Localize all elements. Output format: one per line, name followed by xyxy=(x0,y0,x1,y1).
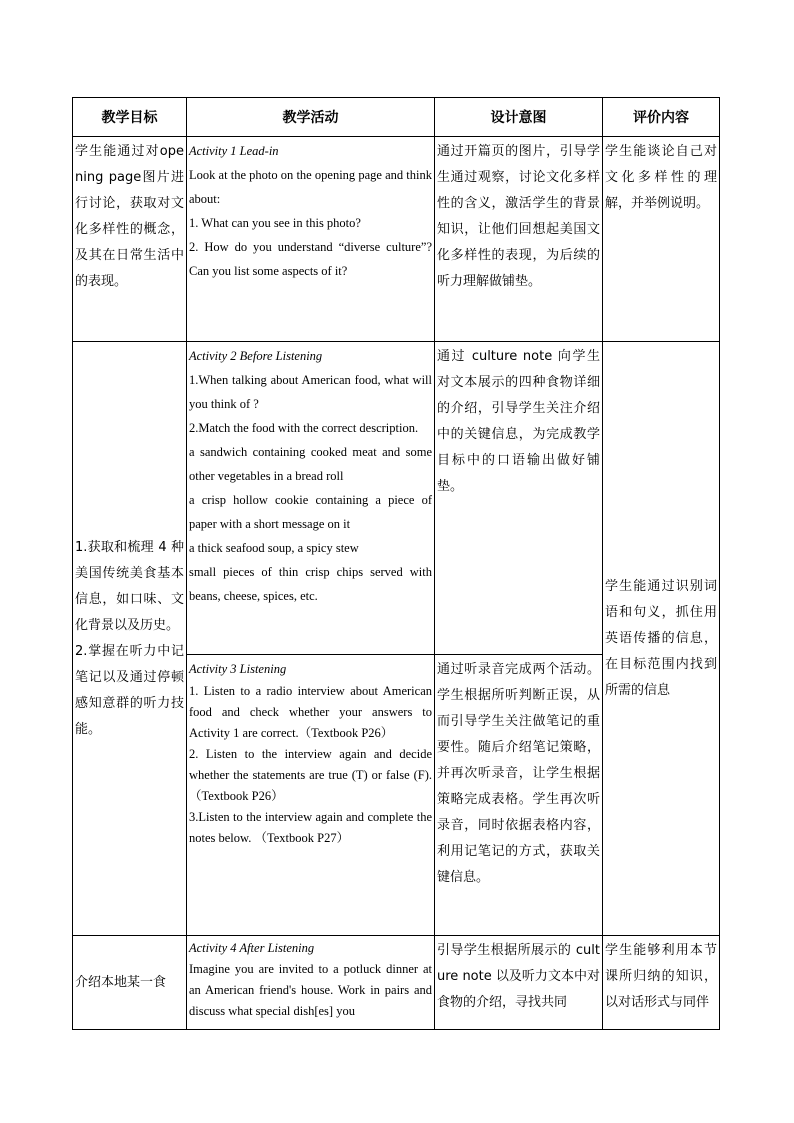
activity-title: Activity 1 Lead-in xyxy=(189,144,279,158)
activity-title: Activity 3 Listening xyxy=(189,662,287,676)
activity-title: Activity 2 Before Listening xyxy=(189,349,323,363)
table-row xyxy=(73,936,720,1030)
activity-line: 1.When talking about American food, what will you think of ? xyxy=(189,373,432,411)
intent-cell: 通过 culture note 向学生对文本展示的四种食物详细的介绍，引导学生关注介绍中的关键信息，为完成教学目标中的口语输出做好铺垫。 xyxy=(435,342,603,655)
activity-cell xyxy=(187,936,435,1030)
evaluation-cell: 学生能谈论自己对文化多样性的理解，并举例说明。 xyxy=(603,137,720,342)
activity-line: Imagine you are invited to a potluck dinner at an American friend's house. Work in pairs and discuss what special dish[es] you xyxy=(189,962,432,1018)
activity-line: 2. Listen to the interview again and decide whether the statements are true (T) or false (F).（Textbook P26） xyxy=(189,747,432,803)
table-row xyxy=(73,137,720,342)
activity-line: a crisp hollow cookie containing a piece of paper with a short message on it xyxy=(189,493,432,531)
activity-line: 1. What can you see in this photo? xyxy=(189,216,361,230)
activity-line: 2. How do you understand “diverse culture”? Can you list some aspects of it? xyxy=(189,240,432,278)
goal-line: 1.获取和梳理 4 种美国传统美食基本信息，如口味、文化背景以及历史。 xyxy=(75,539,184,633)
evaluation-cell: 学生能通过识别词语和句义，抓住用英语传播的信息，在目标范围内找到所需的信息 xyxy=(603,342,720,936)
intent-cell: 通过开篇页的图片，引导学生通过观察，讨论文化多样性的含义，激活学生的背景知识，让他们回想起美国文化多样性的表现，为后续的听力理解做铺垫。 xyxy=(435,137,603,342)
activity-line: 1. Listen to a radio interview about American food and check whether your answers to Activity 1 are correct.（Textbook P26） xyxy=(189,684,432,740)
activity-cell xyxy=(187,137,435,342)
goal-line: 2.掌握在听力中记笔记以及通过停顿感知意群的听力技能。 xyxy=(75,643,184,737)
header-row xyxy=(73,98,720,137)
header-evaluation: 评价内容 xyxy=(603,98,720,137)
intent-cell: 引导学生根据所展示的 culture note 以及听力文本中对食物的介绍，寻找共同 xyxy=(435,936,603,1030)
table-row xyxy=(73,342,720,655)
activity-line: a sandwich containing cooked meat and some other vegetables in a bread roll xyxy=(189,445,432,483)
goal-cell xyxy=(73,342,187,936)
header-goal: 教学目标 xyxy=(73,98,187,137)
activity-title: Activity 4 After Listening xyxy=(189,941,315,955)
activity-cell xyxy=(187,655,435,936)
header-intent: 设计意图 xyxy=(435,98,603,137)
activity-cell xyxy=(187,342,435,655)
activity-line: Look at the photo on the opening page and think about: xyxy=(189,168,432,206)
intent-cell: 通过听录音完成两个活动。学生根据所听判断正误，从而引导学生关注做笔记的重要性。随后介绍笔记策略，并再次听录音，让学生根据策略完成表格。学生再次听录音，同时依据表格内容，利用记笔记的方式，获取关键信息。 xyxy=(435,655,603,936)
activity-line: a thick seafood soup, a spicy stew xyxy=(189,541,359,555)
evaluation-cell: 学生能够利用本节课所归纳的知识，以对话形式与同伴 xyxy=(603,936,720,1030)
goal-cell: 学生能通过对opening page图片进行讨论，获取对文化多样性的概念，及其在日常生活中的表现。 xyxy=(73,137,187,342)
activity-line: 2.Match the food with the correct description. xyxy=(189,421,419,435)
lesson-plan-table xyxy=(72,97,720,1030)
activity-line: small pieces of thin crisp chips served with beans, cheese, spices, etc. xyxy=(189,565,432,603)
header-activity: 教学活动 xyxy=(187,98,435,137)
activity-line: 3.Listen to the interview again and complete the notes below. （Textbook P27） xyxy=(189,810,432,845)
goal-cell: 介绍本地某一食 xyxy=(73,936,187,1030)
